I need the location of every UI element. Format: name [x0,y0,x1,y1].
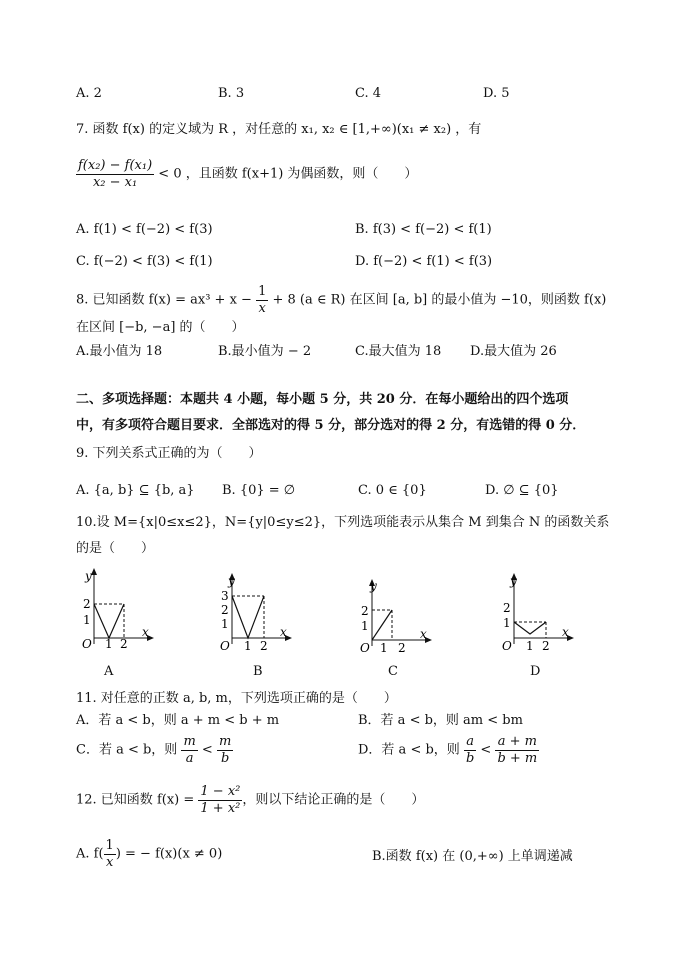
graph-b-tick-2x: 2 [260,639,268,651]
q12-option-a [76,838,222,870]
q11-option-c-pre: C．若 a < b，则 [76,742,178,758]
q11-stem: 11. 对任意的正数 a, b, m，下列选项正确的是（ ） [76,691,397,706]
graph-b-origin: O [220,639,230,651]
q6-option-b: B. 3 [218,86,245,101]
graph-d-x-label: x [562,625,569,639]
q8-fraction-den: x [258,300,266,316]
graph-b [216,566,326,651]
q7-condition [76,158,417,190]
q12-stem [76,784,424,816]
graph-a-x-label: x [142,625,149,639]
graph-d-tick-1y: 1 [503,616,511,630]
q10-stem-2: 的是（ ） [76,541,155,556]
q11-option-a: A．若 a < b，则 a + m < b + m [76,713,280,728]
q7-option-c: C. f(−2) < f(3) < f(1) [76,254,213,269]
q7-option-b: B. f(3) < f(−2) < f(1) [355,222,492,237]
q6-option-a: A. 2 [76,86,102,101]
graph-c-tick-2y: 2 [361,604,369,618]
q6-option-c: C. 4 [355,86,382,101]
q9-option-b: B. {0} = ∅ [222,483,296,498]
q12-fraction-num: 1 − x² [200,784,241,799]
graph-c-tick-1x: 1 [380,641,388,653]
q8-option-c: C.最大值为 18 [355,344,442,359]
graph-d-tick-2x: 2 [542,639,550,651]
q12-fraction [198,784,242,816]
graph-d-y-label: y [510,574,517,588]
graph-a [78,566,188,651]
graph-d-tick-2y: 2 [503,601,511,615]
q9-option-d: D. ∅ ⊆ {0} [485,483,559,498]
q8-option-a: A.最小值为 18 [76,344,163,359]
q12-a-frac-den: x [106,854,114,870]
graph-a-y-label: y [85,569,92,583]
q12-option-a-post: ) = − f(x)(x ≠ 0) [115,846,223,862]
q9-option-c: C. 0 ∈ {0} [358,483,427,498]
q12-stem-post: ，则以下结论正确的是（ ） [242,792,425,808]
q8-stem [76,284,606,316]
q11-option-d [358,734,539,766]
q8-option-d: D.最大值为 26 [470,344,557,359]
q8-stem-post: + 8 (a ∈ R) 在区间 [a, b] 的最小值为 −10，则函数 f(x) [272,292,607,308]
q7-fraction-num: f(x₂) − f(x₁) [78,158,153,173]
graph-a-tick-1y: 1 [83,613,91,627]
q6-option-d: D. 5 [483,86,510,101]
graph-d [498,566,608,651]
graph-a-origin: O [82,637,92,651]
q8-stem-2: 在区间 [−b, −a] 的（ ） [76,320,245,335]
q12-a-frac [104,838,116,870]
q11-option-c [76,734,233,766]
q11-c-frac2-den: b [220,750,230,766]
section2-line2: 中，有多项符合题目要求．全部选对的得 5 分，部分选对的得 2 分，有选错的得 0 分． [76,418,586,433]
graph-a-tick-1x: 1 [105,637,113,651]
graph-c-y-label: y [370,579,377,593]
q11-option-b: B．若 a < b，则 am < bm [358,713,523,728]
graph-a-tick-2x: 2 [120,637,128,651]
graph-c-label: C [388,664,398,679]
graph-c-tick-2x: 2 [398,641,406,653]
q11-d-frac2-den: b + m [497,750,538,766]
q7-fraction-den: x₂ − x₁ [92,174,138,190]
graph-d-tick-1x: 1 [526,639,534,651]
q12-stem-pre: 12. 已知函数 f(x) = [76,792,195,808]
q11-option-d-pre: D．若 a < b，则 [358,742,460,758]
graph-d-origin: O [502,639,512,651]
q11-c-frac2-num: m [218,734,232,749]
q9-option-a: A. {a, b} ⊆ {b, a} [76,483,195,498]
q11-c-frac1-den: a [185,750,194,766]
q7-stem: 7. 函数 f(x) 的定义域为 R ，对任意的 x₁, x₂ ∈ [1,+∞)(x₁ ≠ x₂) ，有 [76,122,482,137]
q12-option-b: B.函数 f(x) 在 (0,+∞) 上单调递减 [372,849,573,864]
graph-d-label: D [530,664,541,679]
q11-d-frac1-num: a [464,734,476,751]
q11-c-lt: < [201,742,213,758]
q10-stem: 10.设 M={x|0≤x≤2}，N={y|0≤y≤2}，下列选项能表示从集合 M 到集合 N 的函数关系 [76,515,610,530]
q8-fraction-num: 1 [258,284,267,299]
section2-line1: 二、多项选择题：本题共 4 小题，每小题 5 分，共 20 分．在每小题给出的四个选项 [76,392,569,407]
graph-b-tick-3y: 3 [221,589,229,603]
q11-c-frac1-num: m [183,734,196,749]
graph-c-origin: O [360,641,370,653]
graph-b-label: B [253,664,263,679]
graph-a-tick-2y: 2 [83,597,91,611]
graph-b-y-label: y [228,574,235,588]
graph-b-x-label: x [280,625,287,639]
q8-fraction [256,284,268,316]
graph-a-label: A [104,664,114,679]
q11-d-frac2-num: a + m [495,734,539,751]
q7-option-a: A. f(1) < f(−2) < f(3) [76,222,213,237]
q11-c-frac1 [181,734,197,766]
q8-option-b: B.最小值为 − 2 [218,344,312,359]
q11-d-frac2 [495,734,539,766]
q8-stem-pre: 8. 已知函数 f(x) = ax³ + x − [76,292,252,308]
graph-c-tick-1y: 1 [361,619,369,633]
q12-fraction-den: 1 + x² [200,800,241,816]
q11-d-frac1-den: b [465,750,475,766]
q7-option-d: D. f(−2) < f(1) < f(3) [355,254,493,269]
q7-fraction [76,158,154,190]
q9-stem: 9. 下列关系式正确的为（ ） [76,446,262,461]
q11-d-frac1 [464,734,476,766]
graph-b-tick-1x: 1 [244,639,252,651]
q12-option-a-pre: A. f( [76,846,104,862]
graph-b-tick-2y: 2 [221,603,229,617]
graph-c [356,568,466,653]
q12-a-frac-num: 1 [105,838,114,853]
q11-c-frac2 [217,734,233,766]
graph-c-x-label: x [420,627,427,641]
graph-b-tick-1y: 1 [221,617,229,631]
q7-stem-tail: < 0 ，且函数 f(x+1) 为偶函数，则（ ） [154,166,418,182]
q11-d-lt: < [480,742,492,758]
